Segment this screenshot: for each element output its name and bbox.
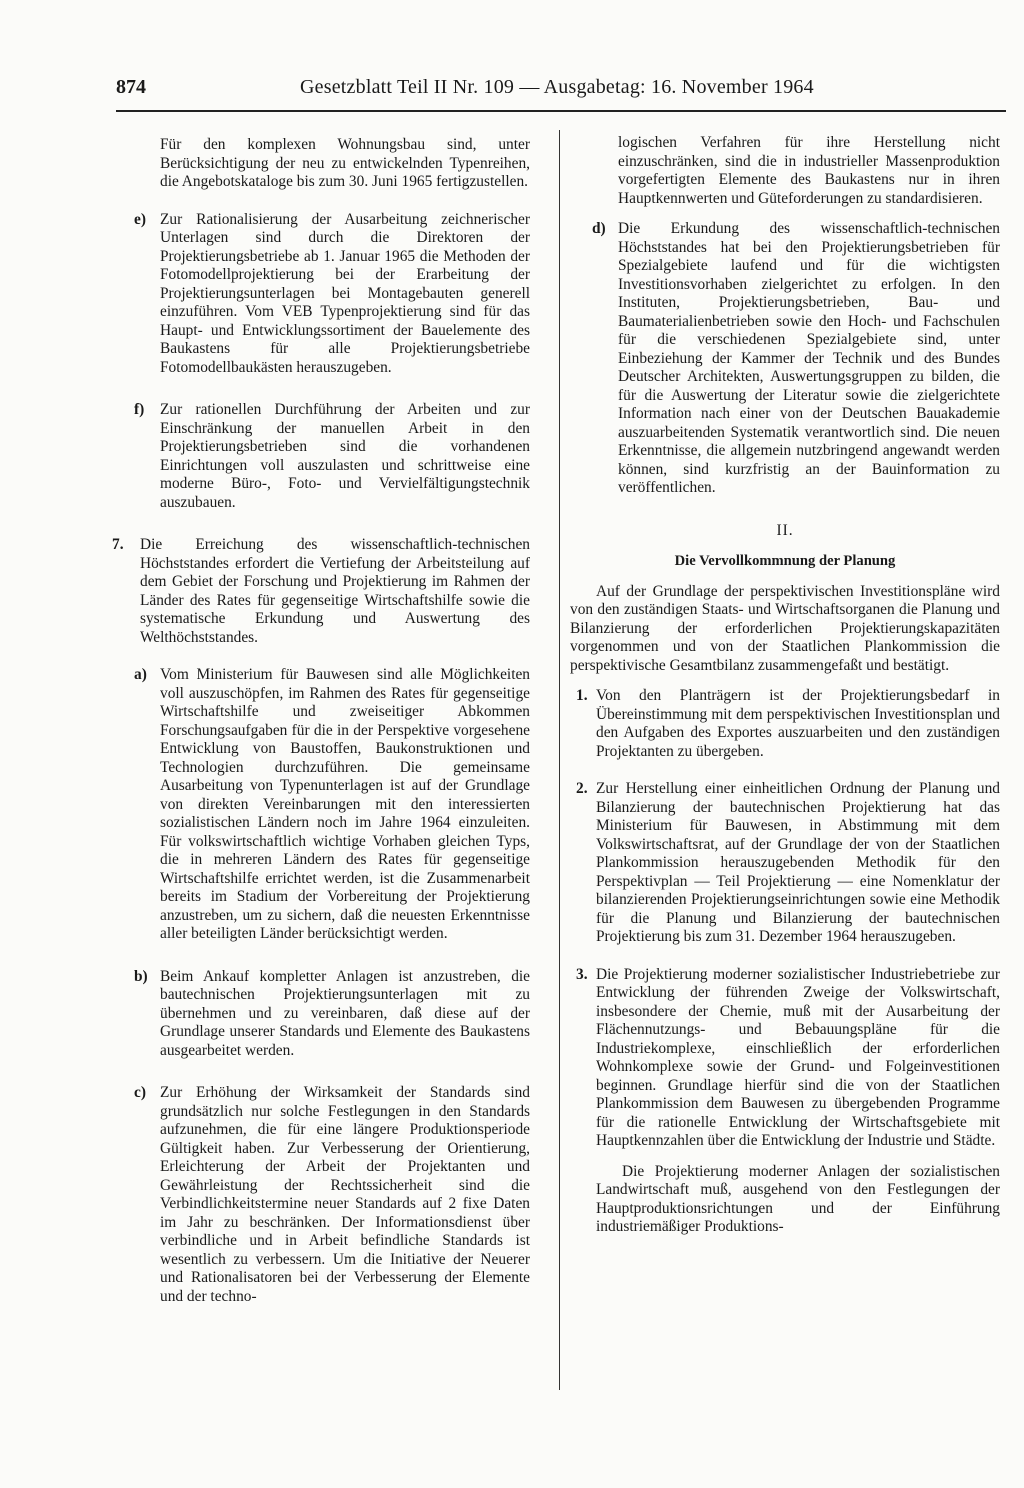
header-rule: [116, 110, 1006, 112]
item-marker: 7.: [112, 536, 124, 553]
numbered-item-1: [570, 687, 1000, 761]
list-item-d: [570, 220, 1000, 498]
numbered-item-3: [570, 966, 1000, 1237]
section-number: II.: [776, 521, 794, 539]
list-item-a: [112, 666, 530, 944]
item-text: Die Erkundung des wissenschaftlich-technischen Höchststandes hat bei den Projektierungsbetrieben für Spezialgebiete laufend und für die wichtigsten Investitionsvorhaben zielgerichtet zu erfolgen. In den Instituten, Projektierungsbetrieben, Bau- und Baumaterialienbetrieben sowie den Hoch- und Fachschulen für die verschiedenen Spezialgebiete sind, unter Einbeziehung der Kammer der Technik und des Bundes Deutscher Architekten, Auswertungsgruppen zu bilden, die für die Auswertung der Literatur sowie die zielgerichtete Information nach einer von der Deutschen Bauakademie auszuarbeitenden Systematik verantwortlich sind. Die neuen Erkenntnisse, die allgemein nutzbringend angewandt werden können, sind kurzfristig an der Bauinformation zu veröffentlichen.: [618, 220, 1000, 496]
continuation-paragraph: logischen Verfahren für ihre Herstellung nicht einzuschränken, sind die in industrieller Massenproduktion vorgefertigten Elemente des Baukastens nur in ihren Hauptkennwerten und Güteforderungen zu standardisieren.: [618, 134, 1000, 207]
section-heading: Die Vervollkommnung der Planung: [674, 553, 896, 569]
item-marker: b): [134, 967, 148, 985]
item-marker: c): [134, 1084, 146, 1101]
item-marker: f): [134, 401, 145, 418]
list-item-b: [112, 968, 530, 1061]
list-item-e: [112, 211, 530, 378]
item-text: Zur Erhöhung der Wirksamkeit der Standards sind grundsätzlich nur solche Festlegungen in den Standards aufzunehmen, die für eine längere Produktionsperiode Gültigkeit haben. Zur Verbesserung der Orientierung, Erleichterung der Arbeit der Projektanten und Gewährleistung der Rechtssicherheit sind die Verbindlichkeitstermine neuer Standards auf 2 fixe Daten im Jahr zu beschränken. Der Informationsdienst über verbindliche und in Arbeit befindliche Standards ist wesentlich zu verbessern. Um die Initiative der Neuerer und Rationalisatoren bei der Verbesserung der Elemente und der techno-: [160, 1084, 530, 1305]
numbered-item-2: [570, 780, 1000, 947]
item-text: Zur Rationalisierung der Ausarbeitung zeichnerischer Unterlagen sind durch die Direktoren der Projektierungsbetriebe ab 1. Januar 1965 die Methoden der Fotomodellprojektierung bei der Erarbeitung der Projektierungsunterlagen bei Montagebauten generell einzuführen. Vom VEB Typenprojektierung sind für das Haupt- und Entwicklungssortiment der Bauelemente des Baukastens für alle Projektierungsbetriebe Fotomodellbaukästen herauszugeben.: [160, 210, 530, 376]
section-intro: Auf der Grundlage der perspektivischen Investitionspläne wird von den zuständigen Staats- und Wirtschaftsorganen die Planung und Bilanzierung der erforderlichen Projektierungskapazitäten vorgenommen und von der Staatlichen Plankommission die perspektivische Gesamtbilanz zusammengefaßt und bestätigt.: [570, 582, 1000, 674]
page-number: 874: [116, 76, 146, 98]
left-column: [112, 136, 530, 1306]
item-text: Zur rationellen Durchführung der Arbeiten und zur Einschränkung der manuellen Arbeit in den Projektierungsbetrieben sind die vorhandenen Einrichtungen voll auszulasten und schrittweise eine moderne Büro-, Foto- und Vervielfältigungstechnik auszubauen.: [160, 401, 530, 511]
item-text: Die Projektierung moderner sozialistischer Industriebetriebe zur Entwicklung der führenden Zweige der Volkswirtschaft, insbesondere der Chemie, muß mit der Ausarbeitung der Flächennutzungs- und Bebauungspläne für die Industriekomplexe, einschließlich der erforderlichen Wohnkomplexe sowie der Grund- und Folgeinvestitionen beginnen. Grundlage hierfür sind die von der Staatlichen Plankommission dem Bauwesen zu übergebenden Programme für die rationelle Entwicklung der Wirtschaftsgebiete mit Hauptkennzahlen über die Entwicklung der Industrie und Städte.: [596, 965, 1000, 1149]
list-item-c: [112, 1084, 530, 1306]
item-marker: 3.: [576, 965, 588, 983]
item-marker: 2.: [576, 780, 588, 797]
item-text: Vom Ministerium für Bauwesen sind alle Möglichkeiten voll auszuschöpfen, im Rahmen des Rates für gegenseitige Wirtschaftshilfe und zweiseitiger Abkommen Forschungsaufgaben für die in der Perspektive vorgesehene Entwicklung von Baustoffen, Baukonstruktionen und Technologien durchzuführen. Die gemeinsame Ausarbeitung von Typenunterlagen ist auf der Grundlage von direkten Vereinbarungen mit den interessierten sozialistischen Ländern noch im Jahre 1964 einzuleiten. Für volkswirtschaftlich wichtige Vorhaben gleichen Typs, die in mehreren Ländern des Rates für gegenseitige Wirtschaftshilfe errichtet werden, ist die Zusammenarbeit bereits im Stadium der Vorbereitung der Projektierung anzustreben, um zu sichern, daß die neuesten Erkenntnisse aller beteiligten Länder berücksichtigt werden.: [160, 666, 530, 942]
item-text: Zur Herstellung einer einheitlichen Ordnung der Planung und Bilanzierung der bautechnischen Projektierung hat das Ministerium für Bauwesen, in Abstimmung mit dem Volkswirtschaftsrat, auf der Grundlage der von der Staatlichen Plankommission herauszugebenden Methodik für den Perspektivplan — Teil Projektierung — eine Nomenklatur der bilanzierenden Projektierungseinrichtungen sowie eine Methodik für die Planung und Bilanzierung der bautechnischen Projektierung bis zum 31. Dezember 1964 herauszugeben.: [596, 780, 1000, 945]
section-item-7: [112, 536, 530, 647]
intro-paragraph: Für den komplexen Wohnungsbau sind, unter Berücksichtigung der neu zu entwickelnden Typenreihen, die Angebotskataloge bis zum 30. Juni 1965 fertigzustellen.: [160, 136, 530, 190]
item-text: Von den Planträgern ist der Projektierungsbedarf in Übereinstimmung mit dem perspektivischen Investitionsplan und den Aufgaben des Exportes auszuarbeiten und den zuständigen Projektanten zu übergeben.: [596, 687, 1000, 760]
item-text-continued: Die Projektierung moderner Anlagen der sozialistischen Landwirtschaft muß, ausgehend von den Festlegungen der Hauptproduktionsrichtungen und der Einführung industriemäßiger Produktions-: [596, 1162, 1000, 1235]
item-text: Beim Ankauf kompletter Anlagen ist anzustreben, die bautechnischen Projektierungsunterlagen mit zu übernehmen und zu vereinbaren, daß diese auf der Grundlage unserer Standards und Elemente des Baukastens ausgearbeitet werden.: [160, 967, 530, 1059]
list-item-f: [112, 401, 530, 512]
header-title: Gesetzblatt Teil II Nr. 109 — Ausgabetag: 16. November 1964: [300, 76, 814, 98]
item-text: Die Erreichung des wissenschaftlich-technischen Höchststandes erfordert die Vertiefung der Arbeitsteilung auf dem Gebiet der Forschung und Projektierung im Rahmen der Länder des Rates für gegenseitige Wirtschaftshilfe sowie die systematische Erkundung und Auswertung des Welthöchststandes.: [140, 536, 530, 646]
item-marker: 1.: [576, 687, 588, 704]
column-divider: [559, 130, 560, 1390]
item-marker: a): [134, 666, 147, 683]
right-column: [570, 134, 1000, 1237]
item-marker: e): [134, 210, 146, 228]
item-marker: d): [592, 220, 606, 237]
